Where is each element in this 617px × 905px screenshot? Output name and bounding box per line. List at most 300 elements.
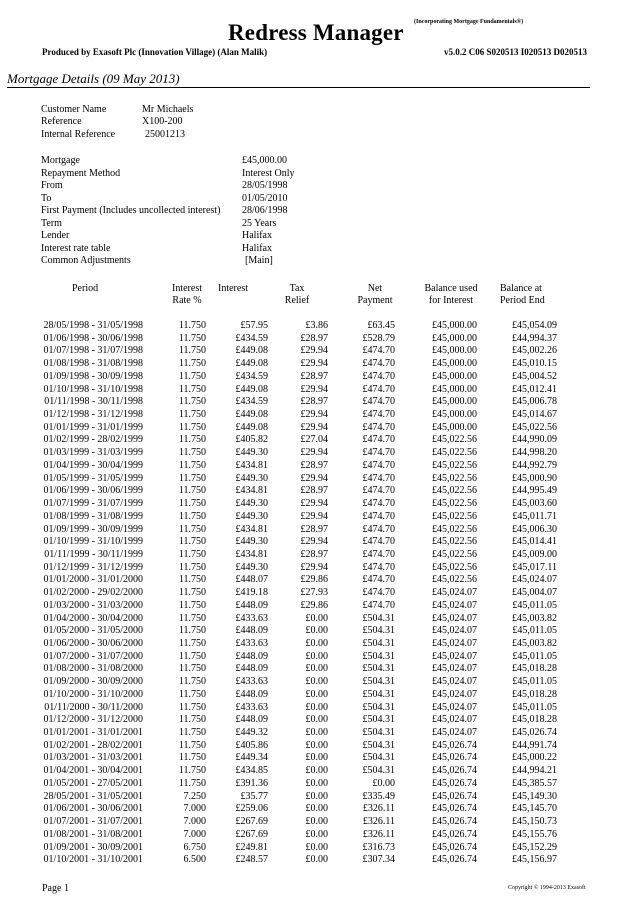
tax-relief-cell: £0.00 — [305, 790, 328, 802]
balance-end-cell: £45,054.09 — [512, 320, 557, 331]
detail-value: £45,000.00 — [242, 155, 287, 166]
net-payment-cell: £0.00 — [372, 777, 395, 789]
net-payment-cell: £326.11 — [362, 828, 395, 840]
balance-used-cell: £45,000.00 — [432, 370, 477, 382]
rate-cell: 11.750 — [178, 536, 206, 548]
detail-label: Mortgage — [41, 155, 80, 166]
balance-end-cell: £45,018.28 — [512, 714, 557, 726]
balance-used-cell: £45,000.00 — [432, 396, 477, 408]
period-cell: 01/12/1999 - 31/12/1999 — [43, 561, 143, 573]
table-row — [0, 384, 617, 397]
net-payment-cell: £474.70 — [362, 510, 395, 522]
balance-end-cell: £45,009.00 — [512, 548, 557, 560]
detail-value: 01/05/2010 — [242, 192, 288, 204]
period-cell: 01/10/2000 - 31/10/2000 — [43, 688, 143, 700]
detail-label: Customer Name — [41, 104, 107, 115]
interest-cell: £449.30 — [235, 510, 268, 522]
rate-cell: 11.750 — [178, 625, 206, 637]
rate-cell: 11.750 — [178, 599, 206, 611]
table-row — [0, 485, 617, 498]
period-cell: 01/10/2001 - 31/10/2001 — [43, 854, 143, 866]
header-rate-line2: Rate % — [172, 295, 202, 306]
interest-cell: £267.69 — [235, 816, 268, 828]
interest-cell: £449.34 — [235, 752, 268, 764]
rate-cell: 11.750 — [178, 396, 206, 408]
balance-end-cell: £45,003.60 — [512, 498, 557, 510]
balance-end-cell: £45,011.05 — [512, 676, 557, 688]
rate-cell: 6.750 — [183, 841, 206, 853]
balance-end-cell: £44,995.49 — [512, 485, 557, 497]
interest-cell: £419.18 — [235, 587, 268, 599]
period-cell: 01/09/1998 - 30/09/1998 — [43, 370, 143, 382]
tax-relief-cell: £0.00 — [305, 777, 328, 789]
balance-used-cell: £45,000.00 — [432, 345, 477, 357]
table-row — [0, 447, 617, 460]
tax-relief-cell: £28.97 — [300, 485, 328, 497]
period-cell: 01/03/2000 - 31/03/2000 — [43, 599, 143, 611]
net-payment-cell: £474.70 — [362, 498, 395, 510]
balance-used-cell: £45,022.56 — [432, 523, 477, 535]
net-payment-cell: £474.70 — [362, 409, 395, 421]
net-payment-cell: £474.70 — [362, 485, 395, 497]
interest-cell: £405.82 — [235, 434, 268, 446]
tax-relief-cell: £3.86 — [305, 320, 328, 331]
rate-cell: 11.750 — [178, 663, 206, 675]
balance-used-cell: £45,022.56 — [432, 485, 477, 497]
tax-relief-cell: £29.94 — [300, 383, 328, 395]
balance-end-cell: £45,000.90 — [512, 472, 557, 484]
balance-end-cell: £45,003.82 — [512, 638, 557, 649]
balance-end-cell: £45,010.15 — [512, 358, 557, 370]
header-tax — [282, 283, 312, 307]
balance-end-cell: £45,012.41 — [512, 383, 557, 395]
interest-cell: £448.09 — [235, 599, 268, 611]
table-row — [0, 676, 617, 689]
balance-end-cell: £44,990.09 — [512, 434, 557, 446]
balance-end-cell: £45,002.26 — [512, 345, 557, 357]
period-cell: 01/05/2000 - 31/05/2000 — [43, 625, 143, 637]
net-payment-cell: £504.31 — [362, 714, 395, 726]
header-net — [352, 283, 398, 307]
interest-cell: £433.63 — [235, 638, 268, 649]
tax-relief-cell: £0.00 — [305, 739, 328, 751]
table-row — [0, 574, 617, 587]
interest-cell: £449.08 — [235, 345, 268, 357]
balance-used-cell: £45,000.00 — [432, 383, 477, 395]
net-payment-cell: £504.31 — [362, 625, 395, 637]
interest-cell: £433.63 — [235, 676, 268, 688]
interest-cell: £57.95 — [240, 320, 268, 331]
tax-relief-cell: £0.00 — [305, 676, 328, 688]
balance-end-cell: £44,991.74 — [512, 739, 557, 751]
net-payment-cell: £474.70 — [362, 587, 395, 599]
tax-relief-cell: £28.97 — [300, 459, 328, 471]
interest-cell: £448.09 — [235, 650, 268, 662]
tax-relief-cell: £27.93 — [300, 587, 328, 599]
detail-label: Term — [41, 217, 62, 229]
balance-end-cell: £45,014.41 — [512, 536, 557, 548]
table-row — [0, 816, 617, 829]
header-rate — [164, 283, 210, 307]
interest-cell: £449.30 — [235, 561, 268, 573]
tax-relief-cell: £29.94 — [300, 472, 328, 484]
detail-label: Common Adjustments — [41, 255, 131, 266]
interest-cell: £449.08 — [235, 358, 268, 370]
detail-value: 28/05/1998 — [242, 180, 288, 191]
page-number: Page 1 — [42, 883, 69, 894]
rate-cell: 11.750 — [178, 383, 206, 395]
net-payment-cell: £474.70 — [362, 370, 395, 382]
balance-used-cell: £45,024.07 — [432, 612, 477, 624]
period-cell: 01/09/2001 - 30/09/2001 — [43, 841, 143, 853]
balance-end-cell: £45,011.05 — [512, 701, 557, 713]
balance-used-cell: £45,024.07 — [432, 663, 477, 675]
period-cell: 01/07/2001 - 31/07/2001 — [43, 816, 143, 828]
detail-label: Repayment Method — [41, 167, 121, 179]
net-payment-cell: £504.31 — [362, 701, 395, 713]
net-payment-cell: £335.49 — [362, 790, 395, 802]
header-tax-line2: Relief — [284, 295, 310, 306]
rate-cell: 11.750 — [178, 370, 206, 382]
table-row — [0, 625, 617, 638]
interest-cell: £448.09 — [235, 714, 268, 726]
tax-relief-cell: £0.00 — [305, 625, 328, 637]
balance-used-cell: £45,026.74 — [432, 816, 477, 828]
net-payment-cell: £474.70 — [362, 536, 395, 548]
balance-used-cell: £45,026.74 — [432, 739, 477, 751]
net-payment-cell: £474.70 — [362, 345, 395, 357]
interest-cell: £248.57 — [235, 854, 268, 866]
balance-end-cell: £45,022.56 — [512, 421, 557, 433]
tax-relief-cell: £28.97 — [300, 396, 328, 408]
tax-relief-cell: £27.04 — [300, 434, 328, 446]
detail-label: Interest rate table — [41, 242, 111, 254]
period-cell: 01/08/2000 - 31/08/2000 — [43, 663, 143, 675]
period-cell: 01/01/1999 - 31/01/1999 — [43, 421, 143, 433]
tax-relief-cell: £0.00 — [305, 752, 328, 764]
net-payment-cell: £474.70 — [362, 358, 395, 370]
balance-used-cell: £45,026.74 — [432, 790, 477, 802]
period-cell: 01/03/2001 - 31/03/2001 — [43, 752, 143, 764]
balance-end-cell: £45,149.30 — [512, 790, 557, 802]
balance-end-cell: £45,155.76 — [512, 828, 557, 840]
header-period: Period — [72, 283, 99, 294]
interest-cell: £449.32 — [235, 727, 268, 739]
interest-cell: £259.06 — [235, 803, 268, 815]
table-row — [0, 498, 617, 511]
rate-cell: 11.750 — [178, 523, 206, 535]
net-payment-cell: £504.31 — [362, 727, 395, 739]
period-cell: 01/07/1999 - 31/07/1999 — [43, 498, 143, 510]
rate-cell: 11.750 — [178, 485, 206, 497]
detail-value: Halifax — [242, 230, 272, 241]
table-row — [0, 409, 617, 422]
rate-cell: 11.750 — [178, 638, 206, 649]
tax-relief-cell: £0.00 — [305, 638, 328, 649]
net-payment-cell: £474.70 — [362, 383, 395, 395]
period-cell: 01/05/2001 - 27/05/2001 — [43, 777, 143, 789]
balance-end-cell: £44,994.37 — [512, 332, 557, 344]
report-subtitle: (Incorporating Mortgage Fundamentals®) — [414, 19, 524, 25]
detail-label: First Payment (Includes uncollected interest) — [41, 205, 221, 216]
detail-value: Halifax — [242, 242, 272, 254]
tax-relief-cell: £0.00 — [305, 727, 328, 739]
balance-used-cell: £45,022.56 — [432, 459, 477, 471]
balance-end-cell: £45,014.67 — [512, 409, 557, 421]
interest-cell: £449.08 — [235, 383, 268, 395]
period-cell: 01/06/1998 - 30/06/1998 — [43, 332, 143, 344]
balance-used-cell: £45,000.00 — [432, 358, 477, 370]
period-cell: 01/07/1998 - 31/07/1998 — [43, 345, 143, 357]
balance-end-cell: £45,017.11 — [512, 561, 557, 573]
balance-used-cell: £45,024.07 — [432, 625, 477, 637]
header-net-line2: Payment — [357, 295, 393, 306]
table-row — [0, 663, 617, 676]
period-cell: 01/01/2000 - 31/01/2000 — [43, 574, 143, 586]
net-payment-cell: £63.45 — [367, 320, 395, 331]
period-cell: 01/07/2000 - 31/07/2000 — [43, 650, 143, 662]
period-cell: 01/04/2000 - 30/04/2000 — [43, 612, 143, 624]
period-cell: 01/08/1998 - 31/08/1998 — [43, 358, 143, 370]
balance-used-cell: £45,022.56 — [432, 434, 477, 446]
balance-end-cell: £45,006.78 — [512, 396, 557, 408]
detail-label: From — [41, 180, 63, 191]
period-cell: 01/10/1998 - 31/10/1998 — [43, 383, 143, 395]
period-cell: 28/05/2001 - 31/05/2001 — [43, 790, 143, 802]
balance-used-cell: £45,022.56 — [432, 472, 477, 484]
rate-cell: 11.750 — [178, 498, 206, 510]
table-row — [0, 600, 617, 613]
rate-cell: 11.750 — [178, 421, 206, 433]
tax-relief-cell: £0.00 — [305, 854, 328, 866]
balance-used-cell: £45,026.74 — [432, 828, 477, 840]
tax-relief-cell: £29.94 — [300, 421, 328, 433]
produced-by: Produced by Exasoft Plc (Innovation Village) (Alan Malik) — [42, 47, 268, 57]
balance-used-cell: £45,000.00 — [432, 332, 477, 344]
tax-relief-cell: £29.94 — [300, 510, 328, 522]
net-payment-cell: £326.11 — [362, 803, 395, 815]
period-cell: 01/02/1999 - 28/02/1999 — [43, 434, 143, 446]
period-cell: 01/09/2000 - 30/09/2000 — [43, 676, 143, 688]
balance-end-cell: £45,011.05 — [512, 599, 557, 611]
balance-end-cell: £45,026.74 — [512, 727, 557, 739]
balance-used-cell: £45,026.74 — [432, 841, 477, 853]
rate-cell: 11.750 — [178, 332, 206, 344]
balance-used-cell: £45,024.07 — [432, 676, 477, 688]
balance-used-cell: £45,026.74 — [432, 803, 477, 815]
period-cell: 01/12/2000 - 31/12/2000 — [43, 714, 143, 726]
balance-end-cell: £45,000.22 — [512, 752, 557, 764]
tax-relief-cell: £0.00 — [305, 701, 328, 713]
balance-used-cell: £45,024.07 — [432, 701, 477, 713]
interest-cell: £434.59 — [235, 396, 268, 408]
net-payment-cell: £474.70 — [362, 523, 395, 535]
table-row — [0, 702, 617, 715]
balance-used-cell: £45,024.07 — [432, 714, 477, 726]
balance-end-cell: £45,011.71 — [512, 510, 557, 522]
rate-cell: 11.750 — [178, 739, 206, 751]
table-row — [0, 829, 617, 842]
period-cell: 01/02/2000 - 29/02/2000 — [43, 587, 143, 599]
table-row — [0, 638, 617, 651]
period-cell: 01/11/1998 - 30/11/1998 — [44, 396, 143, 408]
header-balance-end — [500, 283, 556, 307]
balance-used-cell: £45,024.07 — [432, 727, 477, 739]
balance-end-cell: £45,004.52 — [512, 370, 557, 382]
net-payment-cell: £474.70 — [362, 434, 395, 446]
balance-end-cell: £44,994.21 — [512, 765, 557, 777]
rate-cell: 11.750 — [178, 548, 206, 560]
header-rate-line1: Interest — [172, 283, 202, 294]
rate-cell: 11.750 — [178, 472, 206, 484]
balance-end-cell: £45,018.28 — [512, 688, 557, 700]
interest-cell: £449.08 — [235, 409, 268, 421]
tax-relief-cell: £28.97 — [300, 332, 328, 344]
balance-used-cell: £45,022.56 — [432, 536, 477, 548]
interest-cell: £267.69 — [235, 828, 268, 840]
balance-end-cell: £44,998.20 — [512, 447, 557, 459]
table-row — [0, 778, 617, 791]
rate-cell: 11.750 — [178, 701, 206, 713]
tax-relief-cell: £0.00 — [305, 765, 328, 777]
detail-label: Reference — [41, 116, 82, 128]
balance-end-cell: £45,150.73 — [512, 816, 557, 828]
net-payment-cell: £474.70 — [362, 459, 395, 471]
rate-cell: 11.750 — [178, 727, 206, 739]
table-row — [0, 473, 617, 486]
interest-cell: £434.81 — [235, 523, 268, 535]
period-cell: 01/03/1999 - 31/03/1999 — [43, 447, 143, 459]
detail-value: [Main] — [245, 255, 273, 266]
balance-used-cell: £45,024.07 — [432, 587, 477, 599]
balance-end-cell: £45,003.82 — [512, 612, 557, 624]
balance-end-cell: £45,145.70 — [512, 803, 557, 815]
rate-cell: 11.750 — [178, 358, 206, 370]
net-payment-cell: £504.31 — [362, 752, 395, 764]
version-info: v5.0.2 C06 S020513 I020513 D020513 — [444, 47, 588, 57]
table-row — [0, 587, 617, 600]
interest-cell: £448.09 — [235, 663, 268, 675]
interest-cell: £449.08 — [235, 421, 268, 433]
period-cell: 01/08/2001 - 31/08/2001 — [43, 828, 143, 840]
period-cell: 01/11/2000 - 30/11/2000 — [44, 701, 143, 713]
tax-relief-cell: £0.00 — [305, 828, 328, 840]
net-payment-cell: £474.70 — [362, 472, 395, 484]
period-cell: 01/06/2001 - 30/06/2001 — [43, 803, 143, 815]
detail-label: Lender — [41, 230, 70, 241]
interest-cell: £391.36 — [235, 777, 268, 789]
table-row — [0, 536, 617, 549]
rate-cell: 11.750 — [178, 574, 206, 586]
balance-used-cell: £45,022.56 — [432, 447, 477, 459]
tax-relief-cell: £29.94 — [300, 561, 328, 573]
tax-relief-cell: £0.00 — [305, 612, 328, 624]
net-payment-cell: £474.70 — [362, 421, 395, 433]
interest-cell: £449.30 — [235, 447, 268, 459]
period-cell: 01/02/2001 - 28/02/2001 — [43, 739, 143, 751]
interest-cell: £249.81 — [235, 841, 268, 853]
detail-value: 28/06/1998 — [242, 205, 288, 216]
balance-end-cell: £44,992.79 — [512, 459, 557, 471]
net-payment-cell: £504.31 — [362, 676, 395, 688]
tax-relief-cell: £29.94 — [300, 498, 328, 510]
table-row — [0, 371, 617, 384]
rate-cell: 11.750 — [178, 345, 206, 357]
tax-relief-cell: £28.97 — [300, 548, 328, 560]
table-row — [0, 765, 617, 778]
balance-used-cell: £45,024.07 — [432, 599, 477, 611]
header-balance-used — [418, 283, 484, 307]
tax-relief-cell: £0.00 — [305, 816, 328, 828]
tax-relief-cell: £28.97 — [300, 370, 328, 382]
tax-relief-cell: £0.00 — [305, 663, 328, 675]
net-payment-cell: £504.31 — [362, 739, 395, 751]
net-payment-cell: £474.70 — [362, 599, 395, 611]
rate-cell: 11.750 — [178, 752, 206, 764]
table-row — [0, 854, 617, 867]
report-title: Redress Manager — [228, 20, 404, 45]
tax-relief-cell: £28.97 — [300, 523, 328, 535]
net-payment-cell: £504.31 — [362, 688, 395, 700]
net-payment-cell: £474.70 — [362, 561, 395, 573]
table-row — [0, 842, 617, 855]
period-cell: 01/06/1999 - 30/06/1999 — [43, 485, 143, 497]
rate-cell: 11.750 — [178, 459, 206, 471]
interest-cell: £448.07 — [235, 574, 268, 586]
period-cell: 28/05/1998 - 31/05/1998 — [43, 320, 143, 331]
detail-value: 25001213 — [145, 128, 185, 140]
interest-cell: £448.09 — [235, 688, 268, 700]
interest-cell: £433.63 — [235, 701, 268, 713]
table-row — [0, 803, 617, 816]
table-row — [0, 549, 617, 562]
interest-cell: £434.81 — [235, 485, 268, 497]
interest-cell: £434.81 — [235, 548, 268, 560]
interest-cell: £35.77 — [240, 790, 268, 802]
rate-cell: 11.750 — [178, 587, 206, 599]
rate-cell: 11.750 — [178, 612, 206, 624]
tax-relief-cell: £29.94 — [300, 536, 328, 548]
period-cell: 01/08/1999 - 31/08/1999 — [43, 510, 143, 522]
balance-end-cell: £45,018.28 — [512, 663, 557, 675]
balance-used-cell: £45,000.00 — [432, 320, 477, 331]
rate-cell: 7.000 — [183, 816, 206, 828]
interest-cell: £449.30 — [235, 536, 268, 548]
rate-cell: 11.750 — [178, 676, 206, 688]
tax-relief-cell: £29.86 — [300, 599, 328, 611]
net-payment-cell: £474.70 — [362, 396, 395, 408]
rate-cell: 11.750 — [178, 320, 206, 331]
net-payment-cell: £504.31 — [362, 650, 395, 662]
period-cell: 01/01/2001 - 31/01/2001 — [43, 727, 143, 739]
rate-cell: 6.500 — [183, 854, 206, 866]
tax-relief-cell: £29.94 — [300, 345, 328, 357]
balance-end-cell: £45,006.30 — [512, 523, 557, 535]
rate-cell: 11.750 — [178, 409, 206, 421]
period-cell: 01/04/2001 - 30/04/2001 — [43, 765, 143, 777]
balance-end-cell: £45,004.07 — [512, 587, 557, 599]
header-balance-end-line1: Balance at — [500, 283, 542, 294]
interest-cell: £448.09 — [235, 625, 268, 637]
table-row — [0, 524, 617, 537]
balance-used-cell: £45,024.07 — [432, 650, 477, 662]
balance-used-cell: £45,026.74 — [432, 752, 477, 764]
balance-used-cell: £45,024.07 — [432, 638, 477, 649]
period-cell: 01/04/1999 - 30/04/1999 — [43, 459, 143, 471]
detail-value: Interest Only — [242, 167, 295, 179]
detail-label: Internal Reference — [41, 128, 116, 140]
net-payment-cell: £474.70 — [362, 548, 395, 560]
